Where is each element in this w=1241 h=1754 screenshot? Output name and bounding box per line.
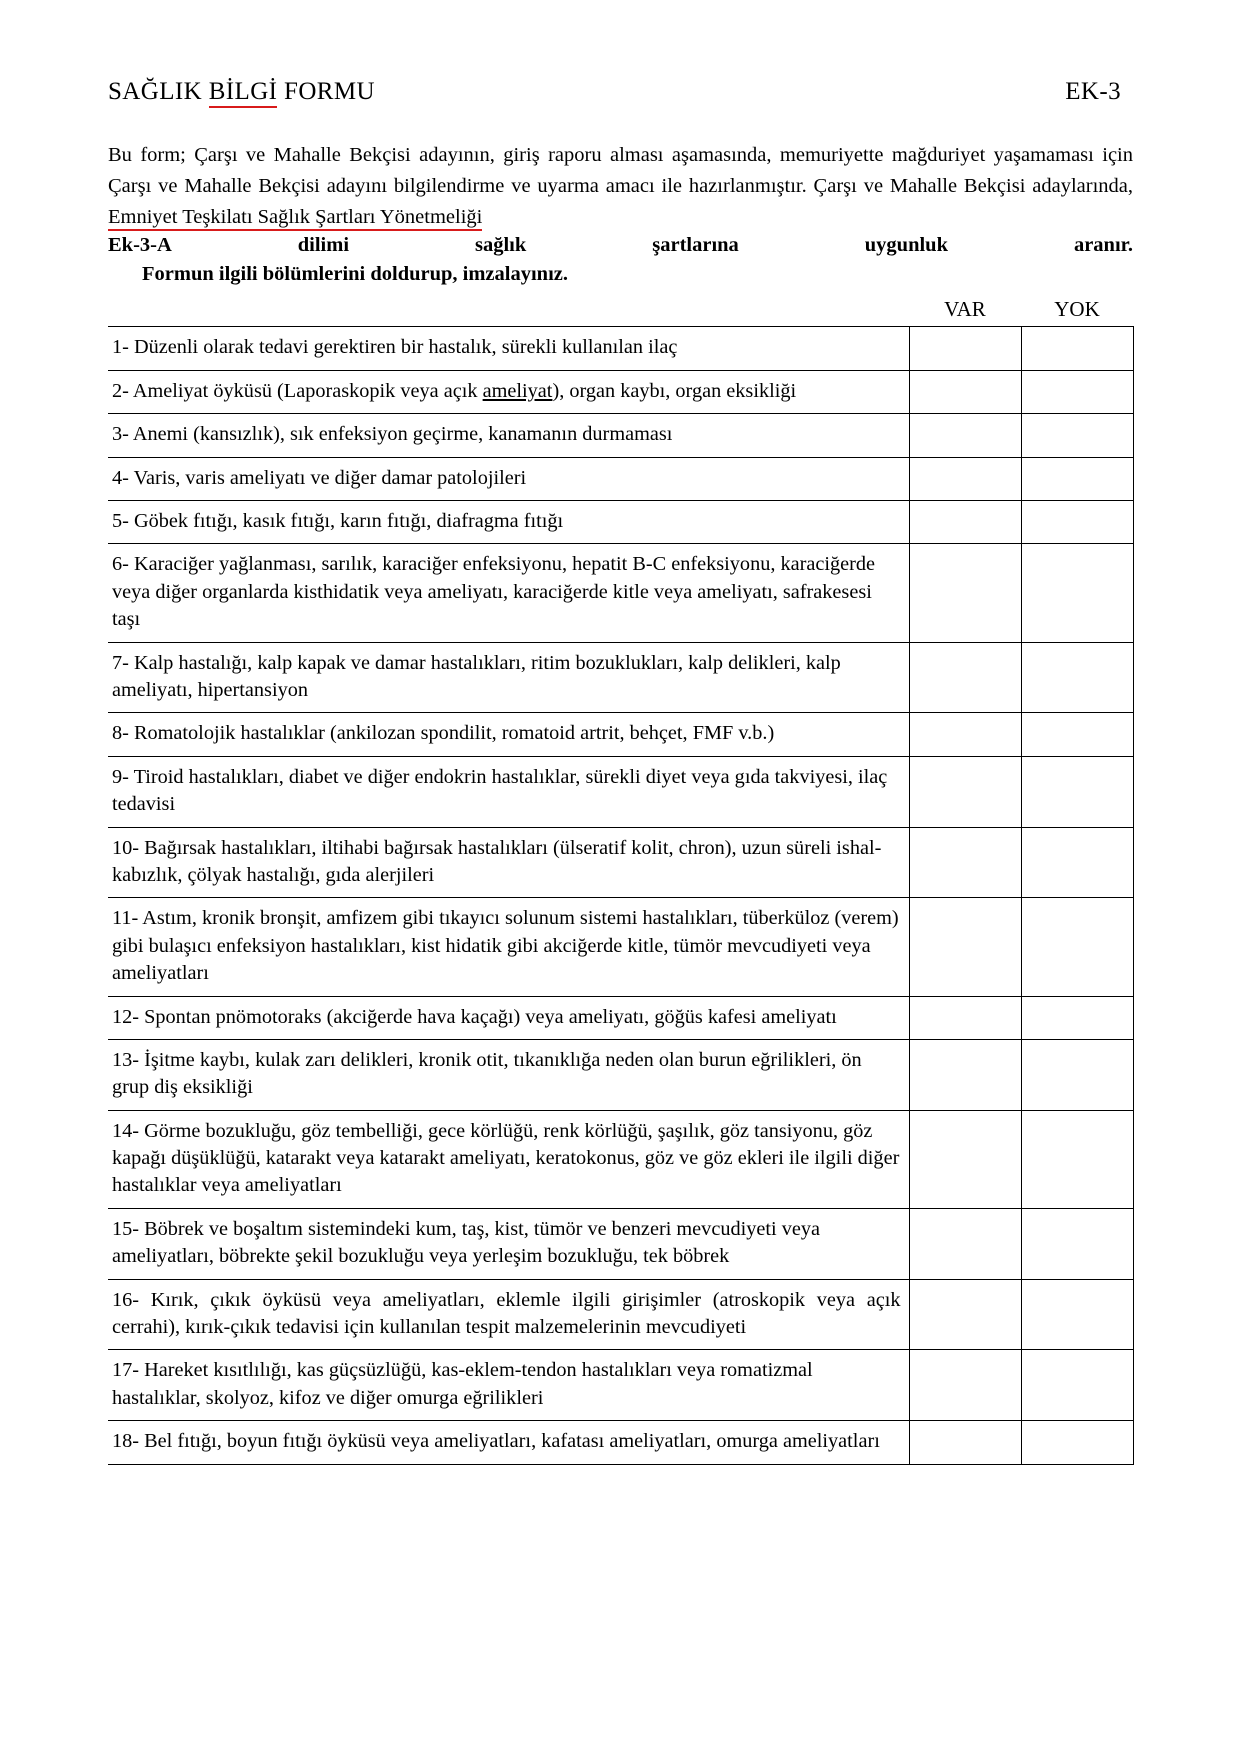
title-part-1: SAĞLIK <box>108 78 209 105</box>
intro-justified-line <box>108 234 1133 257</box>
checkbox-var[interactable] <box>911 426 1020 456</box>
title-part-2: FORMU <box>277 78 375 105</box>
checkbox-var[interactable] <box>911 1008 1020 1038</box>
table-row <box>108 1110 1133 1208</box>
table-row <box>108 544 1133 642</box>
intro-word-5: aranır. <box>1073 234 1133 257</box>
checkbox-cell-var[interactable] <box>909 501 1021 544</box>
checkbox-var[interactable] <box>911 611 1020 641</box>
page-title <box>108 78 375 106</box>
checkbox-cell-yok[interactable] <box>1021 1110 1133 1208</box>
checkbox-cell-yok[interactable] <box>1021 1208 1133 1279</box>
condition-text: 14- Görme bozukluğu, göz tembelliği, gece körlüğü, renk körlüğü, şaşılık, göz tansiyonu, göz kapağı düşüklüğü, katarakt veya katarakt ameliyatı, keratokonus, göz ve göz ekleri ile ilgili diğer hastalıklar veya ameliyatları <box>108 1110 909 1208</box>
column-header-yok: YOK <box>1054 297 1100 322</box>
checkbox-cell-yok[interactable] <box>1021 1421 1133 1464</box>
condition-text: 7- Kalp hastalığı, kalp kapak ve damar hastalıkları, ritim bozuklukları, kalp delikleri, kalp ameliyatı, hipertansiyon <box>108 642 909 713</box>
health-declaration-table <box>108 296 1134 1464</box>
checkbox-cell-yok[interactable] <box>1021 996 1133 1039</box>
condition-text: 8- Romatolojik hastalıklar (ankilozan spondilit, romatoid artrit, behçet, FMF v.b.) <box>108 713 909 756</box>
checkbox-var[interactable] <box>911 382 1020 412</box>
checkbox-cell-yok[interactable] <box>1021 544 1133 642</box>
checkbox-yok[interactable] <box>1023 725 1132 755</box>
annex-code: EK-3 <box>1065 78 1121 105</box>
checkbox-var[interactable] <box>911 866 1020 896</box>
checkbox-cell-yok[interactable] <box>1021 370 1133 413</box>
condition-text: 4- Varis, varis ameliyatı ve diğer damar patolojileri <box>108 457 909 500</box>
checkbox-cell-yok[interactable] <box>1021 1279 1133 1350</box>
checkbox-yok[interactable] <box>1023 1177 1132 1207</box>
checkbox-var[interactable] <box>911 796 1020 826</box>
checkbox-var[interactable] <box>911 1177 1020 1207</box>
table-body <box>108 327 1133 1464</box>
intro-instruction: Formun ilgili bölümlerini doldurup, imzalayınız. <box>142 263 568 286</box>
table-row <box>108 327 1133 370</box>
checkbox-var[interactable] <box>911 469 1020 499</box>
table-row <box>108 370 1133 413</box>
checkbox-cell-var[interactable] <box>909 827 1021 898</box>
checkbox-cell-yok[interactable] <box>1021 756 1133 827</box>
checkbox-yok[interactable] <box>1023 611 1132 641</box>
checkbox-cell-var[interactable] <box>909 756 1021 827</box>
condition-text: 5- Göbek fıtığı, kasık fıtığı, karın fıtığı, diafragma fıtığı <box>108 501 909 544</box>
column-header-var: VAR <box>944 297 986 322</box>
checkbox-cell-var[interactable] <box>909 996 1021 1039</box>
condition-text: 10- Bağırsak hastalıkları, iltihabi bağırsak hastalıkları (ülseratif kolit, chron), uzun süreli ishal-kabızlık, çölyak hastalığı, gıda alerjileri <box>108 827 909 898</box>
document-header <box>108 78 1133 106</box>
checkbox-cell-var[interactable] <box>909 414 1021 457</box>
checkbox-cell-var[interactable] <box>909 457 1021 500</box>
checkbox-var[interactable] <box>911 1248 1020 1278</box>
intro-paragraph <box>108 140 1133 233</box>
checkbox-yok[interactable] <box>1023 426 1132 456</box>
checkbox-cell-var[interactable] <box>909 544 1021 642</box>
table-row <box>108 996 1133 1039</box>
condition-text: 3- Anemi (kansızlık), sık enfeksiyon geçirme, kanamanın durmaması <box>108 414 909 457</box>
checkbox-var[interactable] <box>911 725 1020 755</box>
checkbox-yok[interactable] <box>1023 339 1132 369</box>
checkbox-cell-yok[interactable] <box>1021 327 1133 370</box>
condition-text: 1- Düzenli olarak tedavi gerektiren bir hastalık, sürekli kullanılan ilaç <box>108 327 909 370</box>
table-header-empty <box>108 296 909 327</box>
checkbox-var[interactable] <box>911 339 1020 369</box>
table-row <box>108 1208 1133 1279</box>
intro-word-3: şartlarına <box>652 234 739 257</box>
table-row <box>108 713 1133 756</box>
checkbox-yok[interactable] <box>1023 866 1132 896</box>
checkbox-cell-yok[interactable] <box>1021 1039 1133 1110</box>
underlined-term: ameliyat <box>482 379 553 402</box>
checkbox-cell-var[interactable] <box>909 1279 1021 1350</box>
checkbox-yok[interactable] <box>1023 1389 1132 1419</box>
checkbox-yok[interactable] <box>1023 1248 1132 1278</box>
condition-text: 6- Karaciğer yağlanması, sarılık, karaciğer enfeksiyonu, hepatit B-C enfeksiyonu, karaciğerde veya diğer organlarda kisthidatik veya ameliyatı, karaciğerde kitle veya ameliyatı, safrakesesi taşı <box>108 544 909 642</box>
table-row <box>108 501 1133 544</box>
checkbox-cell-yok[interactable] <box>1021 827 1133 898</box>
checkbox-yok[interactable] <box>1023 1079 1132 1109</box>
checkbox-cell-var[interactable] <box>909 898 1021 996</box>
checkbox-cell-var[interactable] <box>909 1421 1021 1464</box>
condition-text: 11- Astım, kronik bronşit, amfizem gibi tıkayıcı solunum sistemi hastalıkları, tüberküloz (verem) gibi bulaşıcı enfeksiyon hastalıkları, kist hidatik gibi akciğerde kitle, tümör mevcudiyeti veya ameliyatları <box>108 898 909 996</box>
checkbox-var[interactable] <box>911 1079 1020 1109</box>
checkbox-cell-var[interactable] <box>909 327 1021 370</box>
checkbox-var[interactable] <box>911 965 1020 995</box>
checkbox-cell-var[interactable] <box>909 1039 1021 1110</box>
checkbox-yok[interactable] <box>1023 382 1132 412</box>
intro-word-2: sağlık <box>475 234 527 257</box>
table-row <box>108 1279 1133 1350</box>
checkbox-cell-yok[interactable] <box>1021 414 1133 457</box>
table-row <box>108 827 1133 898</box>
title-underlined-part: BİLGİ <box>209 78 278 108</box>
checkbox-cell-var[interactable] <box>909 713 1021 756</box>
intro-word-0: Ek-3-A <box>108 234 172 257</box>
condition-text: 16- Kırık, çıkık öyküsü veya ameliyatları, eklemle ilgili girişimler (atroskopik veya açık cerrahi), kırık-çıkık tedavisi için kullanılan tespit malzemelerinin mevcudiyeti <box>108 1279 909 1350</box>
intro-text: Bu form; Çarşı ve Mahalle Bekçisi adayının, giriş raporu alması aşamasında, memuriyette mağduriyet yaşamaması için Çarşı ve Mahalle Bekçisi adayını bilgilendirme ve uyarma amacı ile hazırlanmıştır. Çarşı ve Mahalle Bekçisi adaylarında, <box>108 144 1133 198</box>
checkbox-yok[interactable] <box>1023 1318 1132 1348</box>
table-row <box>108 1039 1133 1110</box>
checkbox-var[interactable] <box>911 512 1020 542</box>
checkbox-cell-var[interactable] <box>909 642 1021 713</box>
checkbox-cell-yok[interactable] <box>1021 457 1133 500</box>
table-row <box>108 898 1133 996</box>
condition-text: 17- Hareket kısıtlılığı, kas güçsüzlüğü, kas-eklem-tendon hastalıkları veya romatizmal hastalıklar, skolyoz, kifoz ve diğer omurga eğrilikleri <box>108 1350 909 1421</box>
checkbox-cell-var[interactable] <box>909 1110 1021 1208</box>
checkbox-yok[interactable] <box>1023 1008 1132 1038</box>
table-row <box>108 414 1133 457</box>
condition-text: 18- Bel fıtığı, boyun fıtığı öyküsü veya ameliyatları, kafatası ameliyatları, omurga ameliyatları <box>108 1421 909 1464</box>
table-row <box>108 457 1133 500</box>
condition-text: 13- İşitme kaybı, kulak zarı delikleri, kronik otit, tıkanıklığa neden olan burun eğrilikleri, ön grup diş eksikliği <box>108 1039 909 1110</box>
checkbox-yok[interactable] <box>1023 1433 1132 1463</box>
checkbox-var[interactable] <box>911 1433 1020 1463</box>
checkbox-cell-var[interactable] <box>909 1350 1021 1421</box>
table-row <box>108 642 1133 713</box>
checkbox-yok[interactable] <box>1023 965 1132 995</box>
checkbox-yok[interactable] <box>1023 512 1132 542</box>
checkbox-cell-yok[interactable] <box>1021 642 1133 713</box>
intro-word-1: dilimi <box>297 234 350 257</box>
checkbox-yok[interactable] <box>1023 796 1132 826</box>
checkbox-cell-yok[interactable] <box>1021 713 1133 756</box>
checkbox-yok[interactable] <box>1023 681 1132 711</box>
intro-word-4: uygunluk <box>864 234 948 257</box>
intro-regulation-name: Emniyet Teşkilatı Sağlık Şartları Yönetmeliği <box>108 206 482 231</box>
condition-text: 9- Tiroid hastalıkları, diabet ve diğer endokrin hastalıklar, sürekli diyet veya gıda takviyesi, ilaç tedavisi <box>108 756 909 827</box>
table-row <box>108 756 1133 827</box>
checkbox-cell-var[interactable] <box>909 370 1021 413</box>
checkbox-cell-yok[interactable] <box>1021 1350 1133 1421</box>
checkbox-var[interactable] <box>911 681 1020 711</box>
condition-text: 2- Ameliyat öyküsü (Laporaskopik veya açık ameliyat), organ kaybı, organ eksikliği <box>108 370 909 413</box>
table-row <box>108 1350 1133 1421</box>
condition-text: 15- Böbrek ve boşaltım sistemindeki kum, taş, kist, tümör ve benzeri mevcudiyeti veya ameliyatları, böbrekte şekil bozukluğu veya yerleşim bozukluğu, tek böbrek <box>108 1208 909 1279</box>
checkbox-cell-yok[interactable] <box>1021 898 1133 996</box>
checkbox-cell-yok[interactable] <box>1021 501 1133 544</box>
checkbox-yok[interactable] <box>1023 469 1132 499</box>
checkbox-var[interactable] <box>911 1389 1020 1419</box>
condition-text: 12- Spontan pnömotoraks (akciğerde hava kaçağı) veya ameliyatı, göğüs kafesi ameliyatı <box>108 996 909 1039</box>
checkbox-var[interactable] <box>911 1318 1020 1348</box>
table-row <box>108 1421 1133 1464</box>
checkbox-cell-var[interactable] <box>909 1208 1021 1279</box>
